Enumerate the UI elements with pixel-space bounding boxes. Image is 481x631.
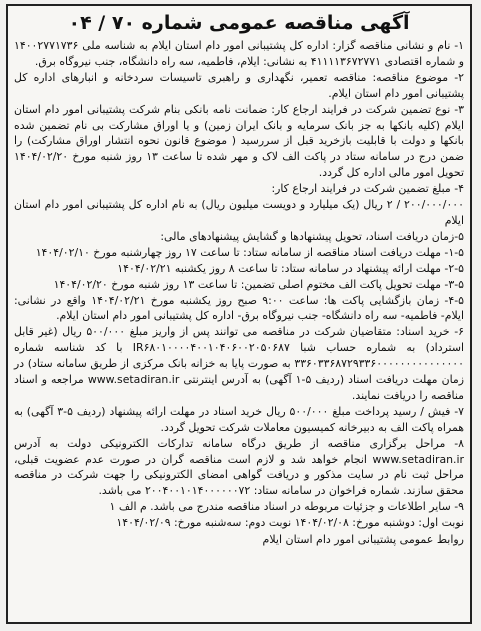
notice-frame [6, 4, 472, 624]
paragraph-5: ۵-زمان دریافت اسناد، تحویل پیشنهادها و گشایش پیشنهادهای مالی: [160, 229, 464, 243]
paragraph-5-4: ۴-۵- زمان بازگشایی پاکت ها: ساعت ۹:۰۰ صبح روز یکشنبه مورخ ۱۴۰۴/۰۲/۲۱ واقع در نشانی: ایلام- فاطمیه- سه راه دانشگاه- جنب نیروگاه برق- اداره کل پشتیبانی امور دام استان ایلام. [14, 293, 465, 323]
paragraph-4-amount: ۲۰۰/۰۰۰/۰۰۰ / ۲ ریال (یک میلیارد و دویست میلیون ریال) به نام اداره کل پشتیبانی امور دام استان ایلام [14, 198, 464, 227]
paragraph-9: ۹- سایر اطلاعات و جزئیات مربوطه در اسناد مناقصه مندرج می باشد. م الف ۱ [109, 500, 464, 514]
paragraph-2: ۲- موضوع مناقصه: مناقصه تعمیر، نگهداری و راهبری تاسیسات سردخانه و انبارهای اداره کل پشتیبانی امور دام استان ایلام. [14, 70, 464, 100]
notice-title: آگهی مناقصه عمومی شماره ۷۰ / ۰۴ [68, 12, 410, 34]
paragraph-3: ۳- نوع تضمین شرکت در فرایند ارجاع کار: ضمانت نامه بانکی بنام شرکت پشتیبانی امور دام استان ایلام (کلیه بانکها به جز بانک سرمایه و بانک ایران زمین) و یا اوراق مشارکت بی نام تضمین شده بانکها و دولت با قابلیت بازخرید قبل از سررسید ( موضوع قانون نحوه انتشار اوراق مشارکت) را ضمن درج در سامانه ستاد در پاکت الف لاک و مهر شده تا ساعت ۱۳ روز شنبه مورخ ۱۴۰۴/۰۲/۲۰ تحویل امور مالی اداره کل گردد. [14, 102, 464, 180]
paragraph-5-1: ۱-۵- مهلت دریافت اسناد مناقصه از سامانه ستاد: تا ساعت ۱۷ روز چهارشنبه مورخ ۱۴۰۴/۰۲/۱۰ [35, 245, 464, 259]
paragraph-6: ۶- خرید اسناد: متقاضیان شرکت در مناقصه می توانند پس از واریز مبلغ ۵۰۰/۰۰۰ ریال (غیر قابل استرداد) به شماره حساب شبا IR۶۸۰۱۰۰۰۰۴۰۰۱۰۴۰۶۰۰۲۰۵۰۶۸۷ با کد شناسه شماره ۳۳۶۰۳۳۶۸۷۲۹۳۳۶۰۰۰۰۰۰۰۰۰۰۰۰۰۰۰ به صورت پایا به خزانه بانک مرکزی از طریق سامانه ستاد) در زمان مهلت دریافت اسناد (ردیف ۵-۱ آگهی) به آدرس اینترنتی www.setadiran.ir مراجعه و اسناد مناقصه را دریافت نمایند. [14, 325, 464, 402]
paragraph-5-3: ۳-۵- مهلت تحویل پاکت الف مختوم اصلی تضمین: تا ساعت ۱۳ روز شنبه مورخ ۱۴۰۴/۰۲/۲۰ [53, 277, 464, 291]
publication-dates: نوبت اول: دوشنبه مورخ: ۱۴۰۴/۰۲/۰۸ نوبت دوم: سه‌شنبه مورخ: ۱۴۰۴/۰۲/۰۹ [116, 516, 464, 530]
paragraph-7: ۷- فیش / رسید پرداخت مبلغ ۵۰۰/۰۰۰ ریال خرید اسناد در مهلت ارائه پیشنهاد (ردیف ۵-۳ آگهی) به همراه پاکت الف به دبیرخانه کمیسیون معاملات شرکت تحویل گردد. [14, 404, 464, 434]
notice-body [8, 38, 470, 531]
paragraph-8: ۸- مراحل برگزاری مناقصه از طریق درگاه سامانه تدارکات الکترونیکی دولت به آدرس www.setadiran.ir انجام خواهد شد و لازم است مناقصه گران در صورت عدم عضویت قبلی، مراحل ثبت نام در سایت مذکور و دریافت گواهی امضای الکترونیکی را جهت شرکت در مناقصه محقق سازند. شماره فراخوان در سامانه ستاد: ۲۰۰۴۰۰۱۰۱۴۰۰۰۰۰۰۷۲ می باشد. [14, 436, 464, 498]
paragraph-4: ۴- مبلغ تضمین شرکت در فرایند ارجاع کار: [271, 182, 464, 196]
paragraph-5-2: ۲-۵- مهلت ارائه پیشنهاد در سامانه ستاد: تا ساعت ۸ روز یکشنبه ۱۴۰۴/۰۲/۲۱ [117, 261, 464, 275]
notice-footer: روابط عمومی پشتیبانی امور دام استان ایلام [262, 533, 464, 547]
paragraph-1: ۱- نام و نشانی مناقصه گزار: اداره کل پشتیبانی امور دام استان ایلام به شناسه ملی ۱۴۰۰۲۷۷۱۷۳۶ و شماره اقتصادی ۴۱۱۱۱۳۶۷۲۷۷۱ به نشانی: ایلام، فاطمیه، سه راه دانشگاه، جنب نیروگاه برق. [14, 39, 464, 68]
